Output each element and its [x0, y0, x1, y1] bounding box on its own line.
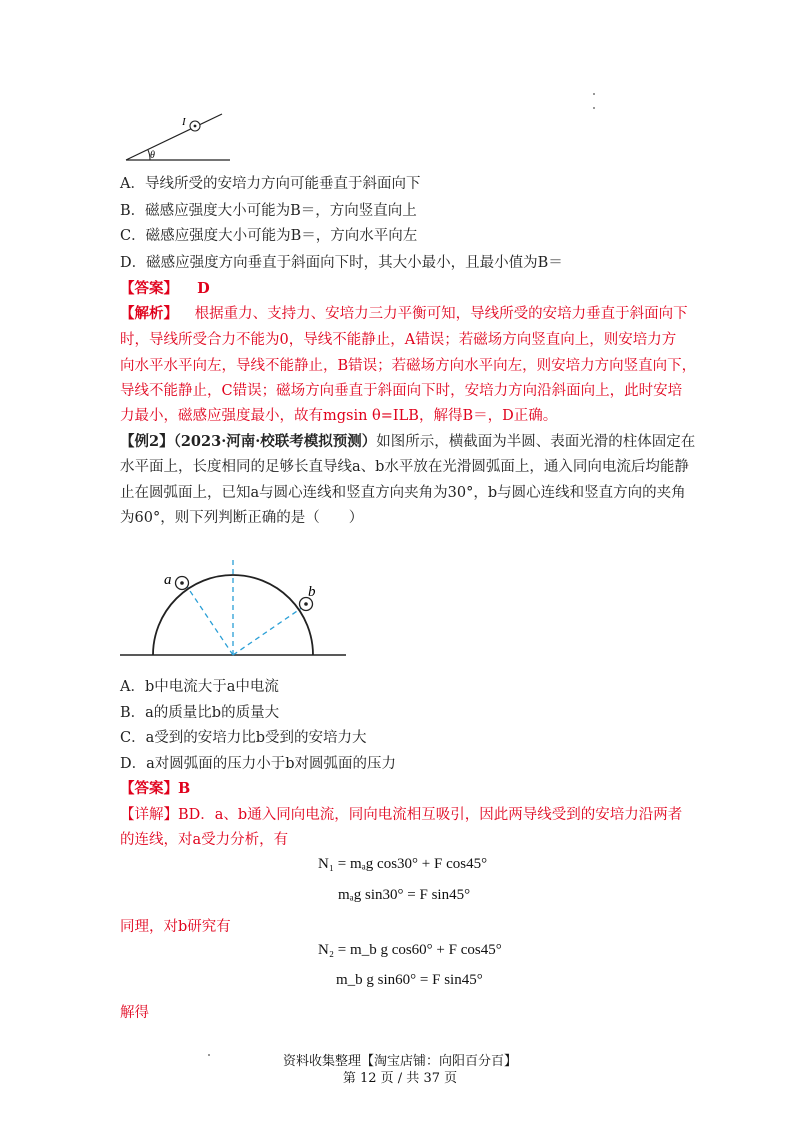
equation-1: N₁ = mₐg cos30° + F cos45° — [318, 856, 488, 872]
label-theta: θ — [150, 150, 155, 161]
q1-analysis-label: 【解析】 — [120, 305, 178, 322]
label-b: b — [308, 584, 316, 600]
q1-option-a: A．导线所受的安培力方向可能垂直于斜面向下 — [120, 176, 421, 192]
q2-same-line: 同理，对b研究有 — [120, 919, 231, 935]
q1-analysis-line-4: 导线不能静止，C错误；磁场方向垂直于斜面向下时，安培力方向沿斜面向上，此时安培 — [120, 383, 683, 399]
q2-detail-line-2: 的连线，对a受力分析，有 — [120, 832, 289, 848]
label-I: I — [182, 116, 186, 128]
q1-answer — [120, 279, 210, 299]
q2-option-b: B．a的质量比b的质量大 — [120, 705, 280, 721]
q2-answer-value: B — [178, 780, 191, 797]
q2-stem-line-1: 【例2】（2023·河南·校联考模拟预测）如图所示，横截面为半圆、表面光滑的柱体固定在 — [120, 433, 696, 450]
incline-figure — [120, 108, 240, 168]
semicircle-figure — [118, 545, 350, 663]
q1-analysis-line-5: 力最小，磁感应强度最小，故有mgsin θ=ILB，解得B＝，D正确。 — [120, 408, 558, 424]
q1-analysis-line-3: 向水平水平向左，导线不能静止，B错误；若磁场方向水平向左，则安培力方向竖直向下， — [120, 358, 697, 374]
current-dot-icon — [194, 125, 197, 128]
incline-line — [126, 114, 222, 160]
q1-analysis-line-2: 时，导线所受合力不能为0，导线不能静止，A错误；若磁场方向竖直向上，则安培力方 — [120, 332, 677, 348]
equation-4: m_b g sin60° = F sin45° — [336, 972, 483, 988]
q1-option-d: D．磁感应强度方向垂直于斜面向下时，其大小最小，且最小值为B＝ — [120, 255, 563, 271]
q1-answer-value: D — [197, 280, 210, 297]
q2-stem-line-3: 止在圆弧面上，已知a与圆心连线和竖直方向夹角为30°，b与圆心连线和竖直方向的夹角 — [120, 485, 686, 501]
q2-answer — [120, 779, 190, 799]
equation-3: N₂ = m_b g cos60° + F cos45° — [318, 942, 502, 958]
q1-option-c: C．磁感应强度大小可能为B＝，方向水平向左 — [120, 228, 418, 244]
equation-2: mₐg sin30° = F sin45° — [338, 887, 471, 903]
wire-b-dot-icon — [304, 602, 308, 606]
q2-answer-label: 【答案】 — [120, 780, 178, 797]
q2-option-a: A．b中电流大于a中电流 — [120, 679, 279, 695]
q2-detail-line-1: 【详解】BD．a、b通入同向电流，同向电流相互吸引，因此两导线受到的安培力沿两者 — [120, 807, 683, 823]
scan-dot — [593, 107, 595, 109]
q2-option-d: D．a对圆弧面的压力小于b对圆弧面的压力 — [120, 756, 397, 772]
footer-source: 资料收集整理【淘宝店铺：向阳百分百】 — [282, 1054, 517, 1069]
q1-answer-label: 【答案】 — [120, 280, 178, 297]
label-a: a — [164, 572, 172, 588]
q1-option-b: B．磁感应强度大小可能为B＝，方向竖直向上 — [120, 203, 417, 219]
q1-analysis-line-1: 【解析】 根据重力、支持力、安培力三力平衡可知，导线所受的安培力垂直于斜面向下 — [120, 305, 688, 322]
radius-b-dashed — [233, 607, 303, 655]
scan-dot — [593, 93, 595, 95]
q2-stem-line-4: 为60°，则下列判断正确的是（ ） — [120, 510, 364, 526]
radius-a-dashed — [186, 585, 233, 655]
footer-page-number: 第 12 页 / 共 37 页 — [342, 1071, 458, 1086]
q2-stem-line-2: 水平面上，长度相同的足够长直导线a、b水平放在光滑圆弧面上，通入同向电流后均能静 — [120, 459, 689, 475]
q2-title: 【例2】（2023·河南·校联考模拟预测） — [120, 433, 377, 450]
q2-option-c: C．a受到的安培力比b受到的安培力大 — [120, 730, 367, 746]
wire-a-dot-icon — [180, 581, 184, 585]
q2-solve-label: 解得 — [120, 1005, 149, 1021]
